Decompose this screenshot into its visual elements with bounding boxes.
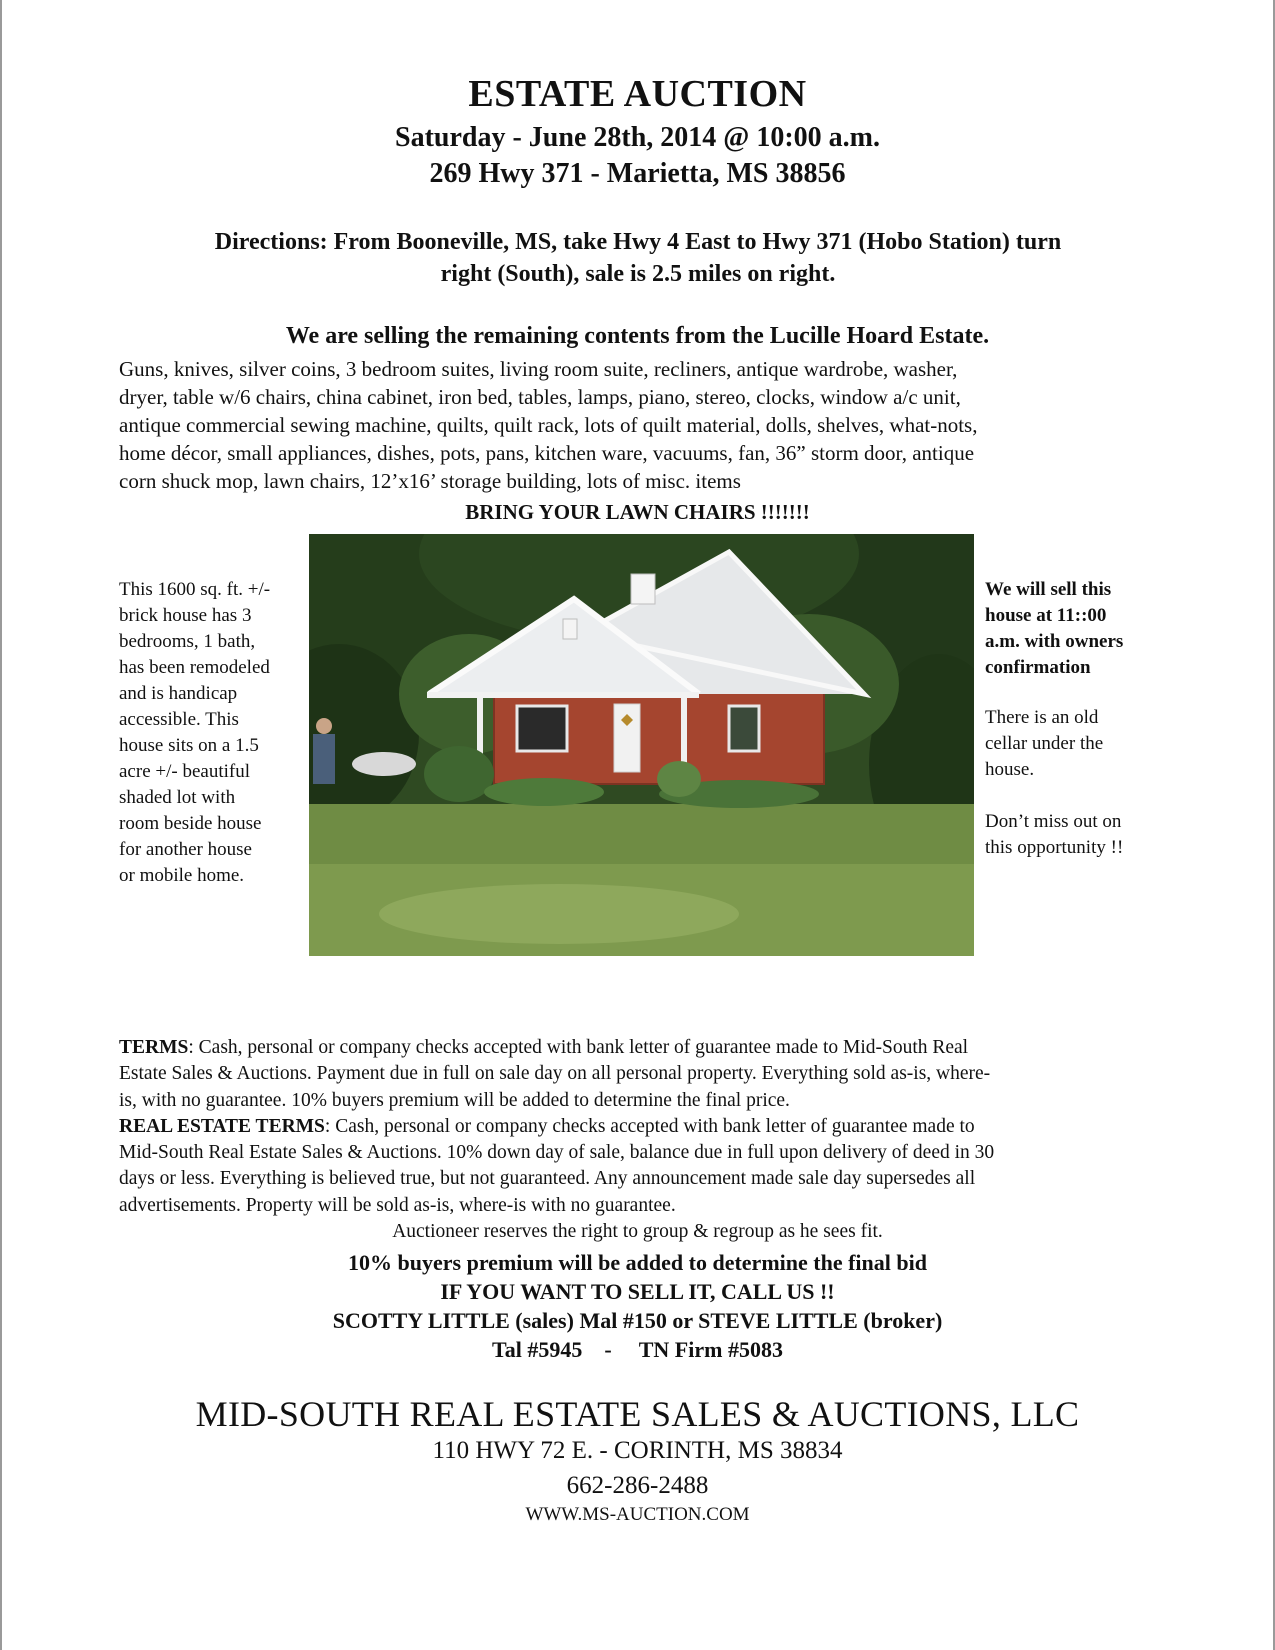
- re-terms-line: Mid-South Real Estate Sales & Auctions. 10% down day of sale, balance due in full upon delivery of deed in 30: [119, 1142, 995, 1164]
- house-desc-line: and is handicap: [119, 683, 238, 704]
- terms-section: [119, 1035, 1164, 1219]
- auction-title: ESTATE AUCTION: [468, 73, 807, 115]
- cellar-line: cellar under the: [985, 733, 1104, 754]
- house-desc-line: acre +/- beautiful: [119, 761, 250, 782]
- terms-line: TERMS: Cash, personal or company checks accepted with bank letter of guarantee made to Mid-South Real: [119, 1037, 969, 1058]
- house-desc-line: for another house: [119, 839, 252, 860]
- buyers-premium-notice: 10% buyers premium will be added to determine the final bid: [348, 1250, 927, 1275]
- auctioneer-reserve-note: Auctioneer reserves the right to group & regroup as he sees fit.: [392, 1221, 883, 1242]
- house-desc-line: room beside house: [119, 813, 262, 834]
- house-photo: [309, 534, 974, 956]
- cellar-line: There is an old: [985, 707, 1099, 728]
- directions: [118, 226, 1158, 290]
- sale-time-line: confirmation: [985, 657, 1091, 678]
- directions-line: right (South), sale is 2.5 miles on right.: [440, 261, 836, 287]
- house-desc-line: or mobile home.: [119, 865, 245, 886]
- company-name: MID-SOUTH REAL ESTATE SALES & AUCTIONS, LLC: [195, 1394, 1080, 1434]
- sale-time-line: We will sell this: [985, 579, 1112, 600]
- agent-contacts: SCOTTY LITTLE (sales) Mal #150 or STEVE LITTLE (broker): [332, 1308, 943, 1333]
- sale-time-line: a.m. with owners: [985, 631, 1124, 652]
- house-sale-info: [985, 577, 1185, 681]
- contents-heading: We are selling the remaining contents from the Lucille Hoard Estate.: [285, 323, 990, 349]
- company-website: WWW.MS-AUCTION.COM: [525, 1504, 750, 1525]
- dont-miss-line: this opportunity !!: [985, 837, 1124, 858]
- house-desc-line: brick house has 3: [119, 605, 252, 626]
- house-desc-line: has been remodeled: [119, 657, 270, 678]
- company-phone: 662-286-2488: [566, 1472, 709, 1499]
- company-address: 110 HWY 72 E. - CORINTH, MS 38834: [432, 1437, 843, 1464]
- cellar-line: house.: [985, 759, 1035, 780]
- house-desc-line: house sits on a 1.5: [119, 735, 259, 756]
- items-line: home décor, small appliances, dishes, pots, pans, kitchen ware, vacuums, fan, 36” storm door, antique: [119, 441, 975, 465]
- house-desc-line: shaded lot with: [119, 787, 236, 808]
- house-desc-line: accessible. This: [119, 709, 239, 730]
- real-estate-terms-label: REAL ESTATE TERMS: [119, 1115, 325, 1137]
- terms-line: Estate Sales & Auctions. Payment due in full on sale day on all personal property. Everything sold as-is, where-: [119, 1063, 991, 1085]
- auction-date: Saturday - June 28th, 2014 @ 10:00 a.m.: [395, 122, 880, 153]
- house-description: [119, 577, 319, 889]
- re-terms-line: days or less. Everything is believed true, but not guaranteed. Any announcement made sale day supersedes all: [119, 1168, 976, 1190]
- contents-item-list: [119, 355, 1164, 495]
- auction-address: 269 Hwy 371 - Marietta, MS 38856: [429, 158, 846, 189]
- terms-line: is, with no guarantee. 10% buyers premium will be added to determine the final price.: [119, 1089, 790, 1111]
- re-terms-line: advertisements. Property will be sold as-is, where-is with no guarantee.: [119, 1194, 676, 1216]
- house-cellar-note: [985, 705, 1185, 861]
- terms-label: TERMS: [119, 1037, 189, 1058]
- sale-time-line: house at 11::00: [985, 605, 1107, 626]
- re-terms-line: REAL ESTATE TERMS: Cash, personal or company checks accepted with bank letter of guarantee made to: [119, 1115, 975, 1137]
- directions-line: Directions: From Booneville, MS, take Hwy 4 East to Hwy 371 (Hobo Station) turn: [214, 229, 1062, 255]
- license-numbers: Tal #5945 - TN Firm #5083: [492, 1337, 783, 1362]
- bring-chairs-notice: BRING YOUR LAWN CHAIRS !!!!!!!: [465, 500, 810, 524]
- house-desc-line: bedrooms, 1 bath,: [119, 631, 256, 652]
- items-line: dryer, table w/6 chairs, china cabinet, iron bed, tables, lamps, piano, stereo, clocks, window a/c unit,: [119, 385, 961, 409]
- items-line: antique commercial sewing machine, quilts, quilt rack, lots of quilt material, dolls, shelves, what-nots,: [119, 413, 978, 437]
- house-photo-illustration: [309, 534, 974, 956]
- dont-miss-line: Don’t miss out on: [985, 811, 1122, 832]
- house-desc-line: This 1600 sq. ft. +/-: [119, 579, 271, 600]
- sell-it-call-us: IF YOU WANT TO SELL IT, CALL US !!: [440, 1279, 835, 1304]
- items-line: corn shuck mop, lawn chairs, 12’x16’ storage building, lots of misc. items: [119, 469, 741, 493]
- items-line: Guns, knives, silver coins, 3 bedroom suites, living room suite, recliners, antique wardrobe, washer,: [119, 357, 958, 381]
